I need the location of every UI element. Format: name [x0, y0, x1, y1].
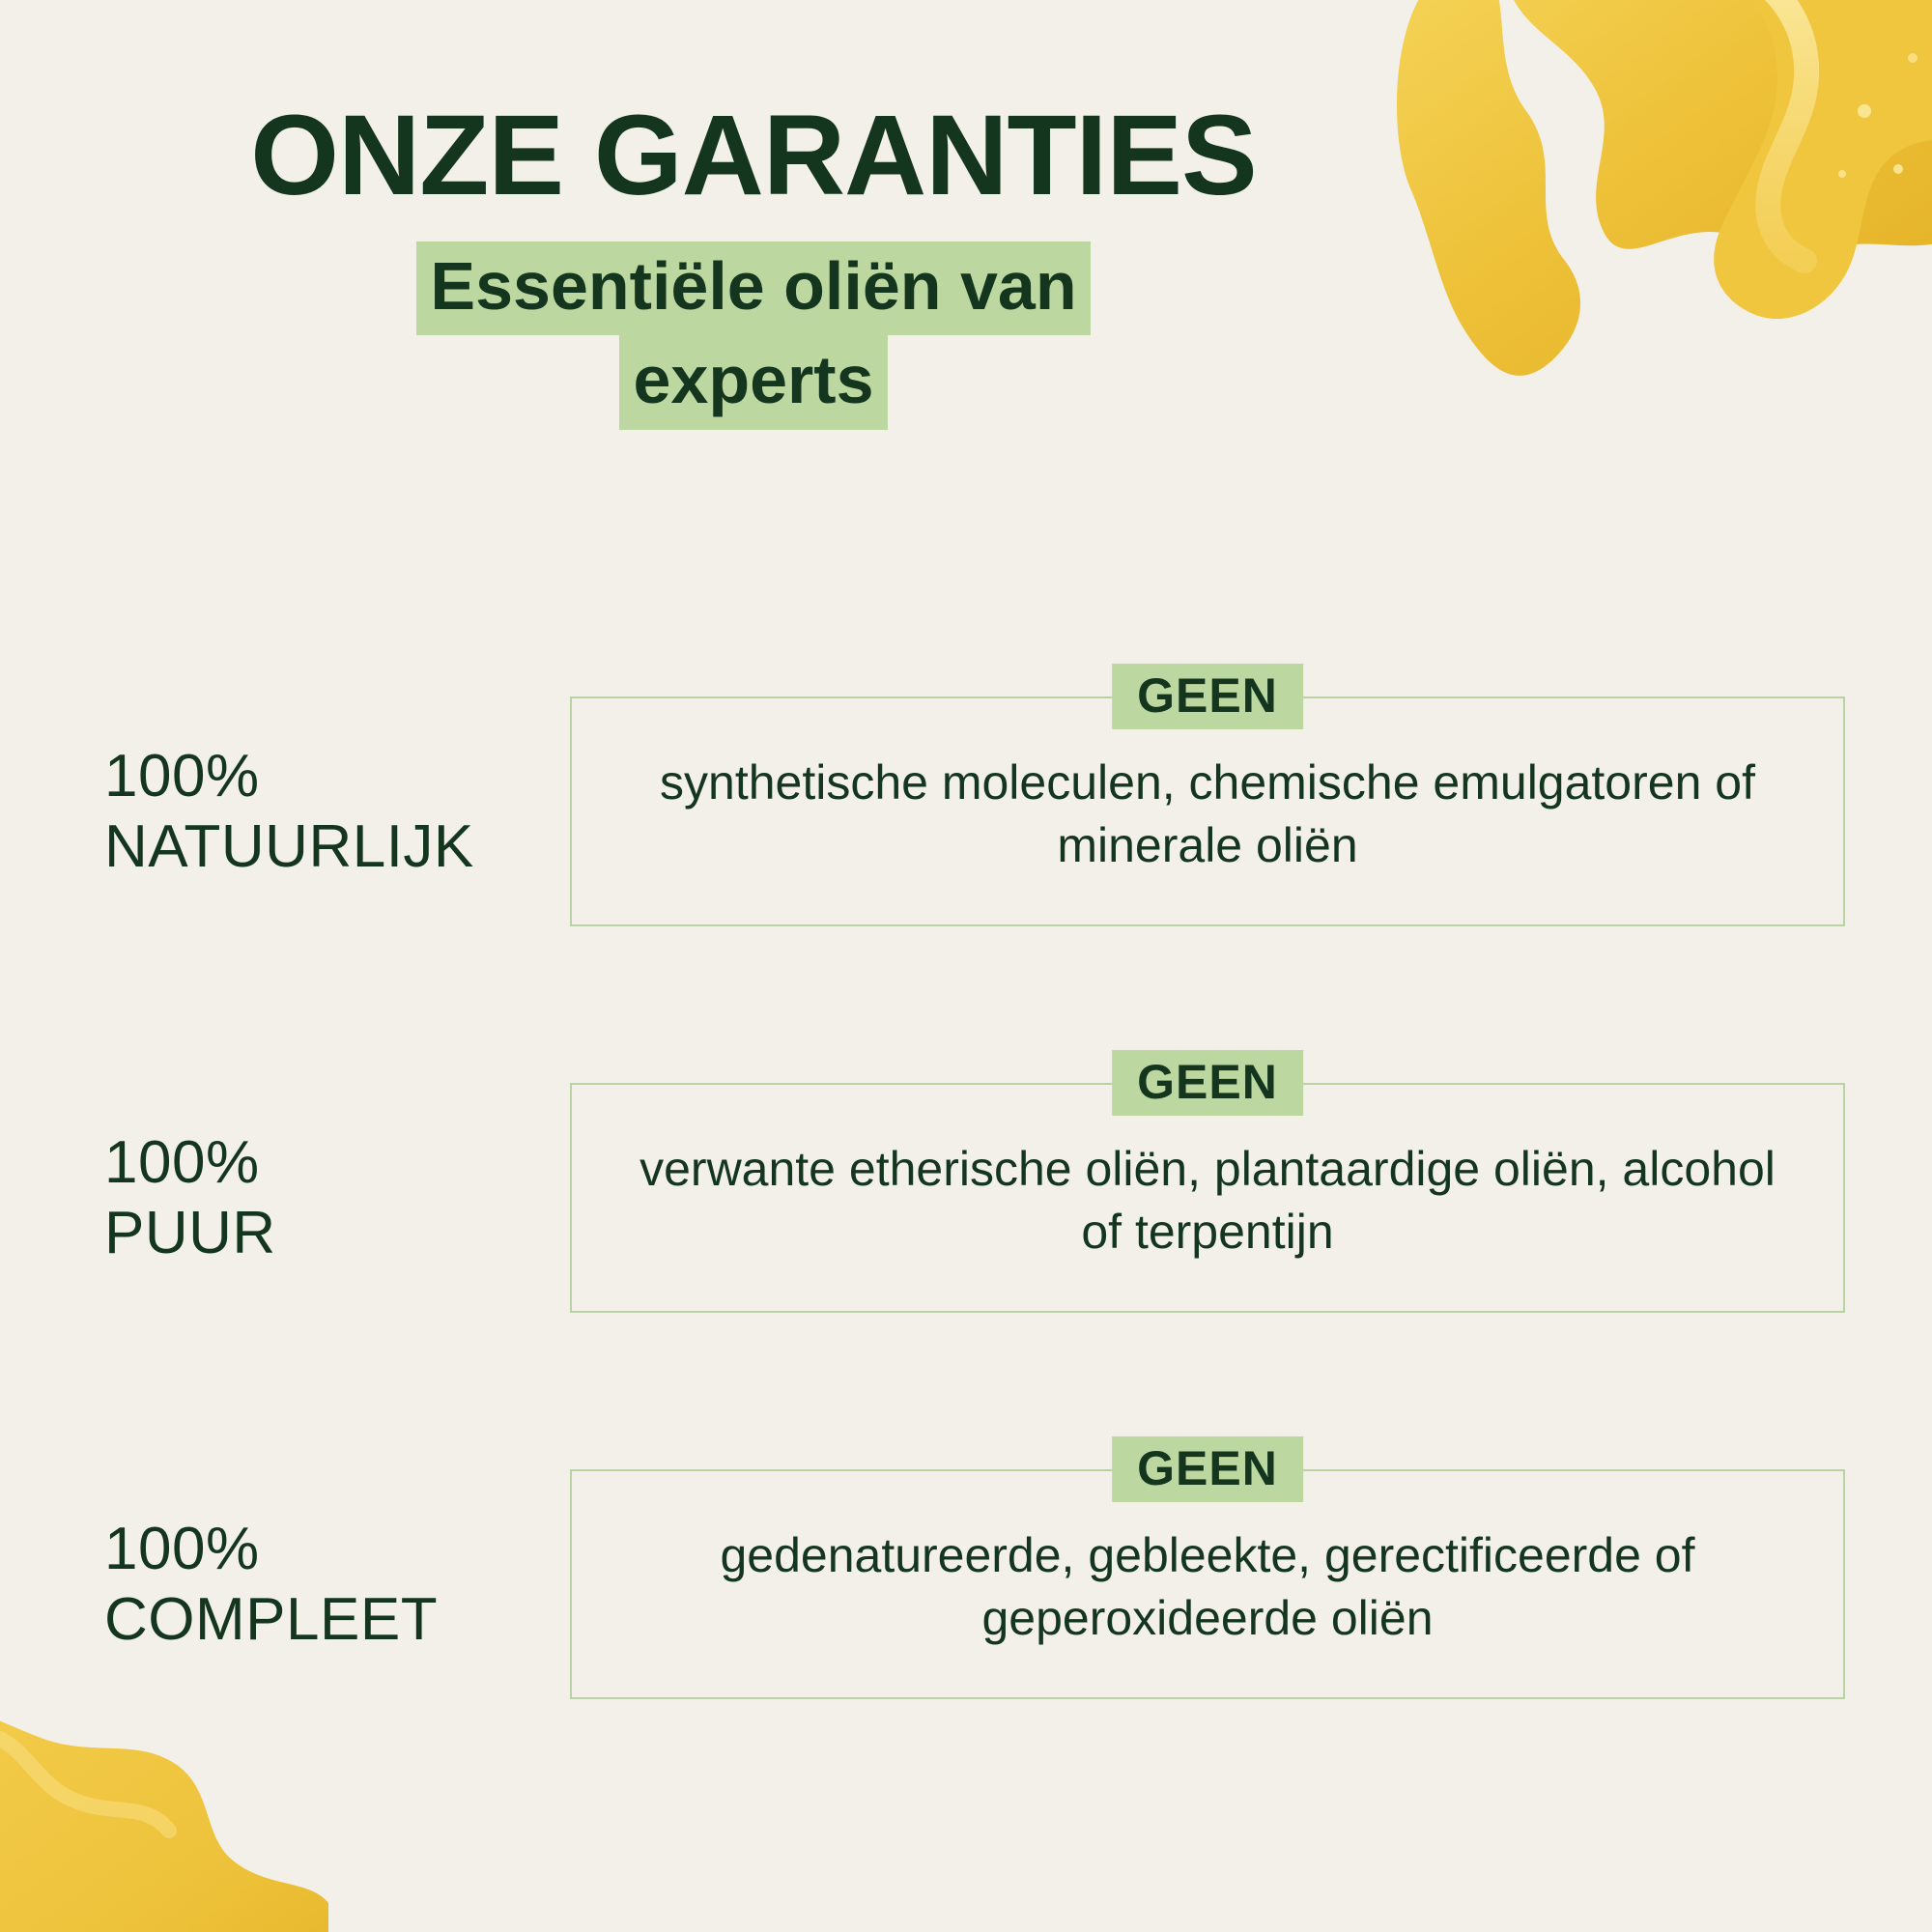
guarantee-box-wrap-puur: [570, 1055, 1845, 1313]
guarantee-label-puur: [0, 1127, 560, 1268]
guarantee-box-wrap-compleet: [570, 1441, 1845, 1699]
guarantee-word: COMPLEET: [104, 1586, 439, 1653]
guarantee-percent: 100%: [104, 1128, 260, 1196]
guarantee-row-natuurlijk: [0, 618, 1932, 1005]
guarantee-row-puur: [0, 1005, 1932, 1391]
guarantee-row-compleet: [0, 1391, 1932, 1777]
guarantee-box-text: verwante etherische oliën, plantaardige oliën, alcohol of terpentijn: [639, 1142, 1776, 1259]
status-badge: GEEN: [1112, 1436, 1303, 1502]
guarantee-percent: 100%: [104, 742, 260, 810]
guarantee-box-wrap-natuurlijk: [570, 668, 1845, 926]
guarantee-label-natuurlijk: [0, 741, 560, 882]
subtitle-line-2: experts: [619, 335, 887, 430]
guarantee-rows: [0, 618, 1932, 1777]
poster-header: [0, 92, 1507, 430]
status-badge: GEEN: [1112, 1050, 1303, 1116]
guarantee-box: [570, 1083, 1845, 1313]
guarantee-box-text: gedenatureerde, gebleekte, gerectificeerde of geperoxideerde oliën: [720, 1528, 1695, 1645]
guarantee-box-text: synthetische moleculen, chemische emulgatoren of minerale oliën: [660, 755, 1755, 872]
guarantee-box: [570, 1469, 1845, 1699]
subtitle: [0, 242, 1507, 430]
guarantee-word: NATUURLIJK: [104, 813, 474, 880]
status-badge: GEEN: [1112, 664, 1303, 729]
guarantee-label-compleet: [0, 1514, 560, 1655]
guarantee-box: [570, 696, 1845, 926]
guarantee-percent: 100%: [104, 1515, 260, 1582]
guarantee-word: PUUR: [104, 1200, 276, 1266]
page-title: ONZE GARANTIES: [250, 92, 1257, 219]
subtitle-line-1: Essentiële oliën van: [416, 242, 1090, 336]
